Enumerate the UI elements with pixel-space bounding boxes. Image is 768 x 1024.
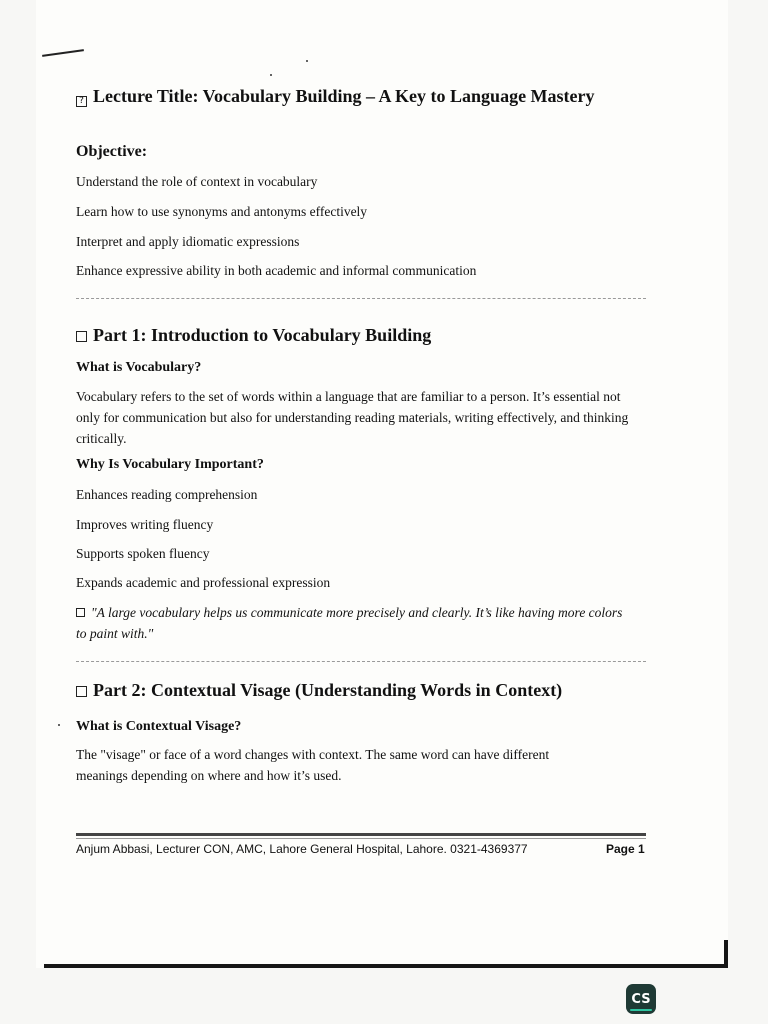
- section-divider: [76, 298, 646, 299]
- lecture-title: ? Lecture Title: Vocabulary Building – A Key to Language Mastery: [76, 86, 595, 107]
- part1-paragraph: Vocabulary refers to the set of words within a language that are familiar to a person. It’s essential not only for communication but also for understanding reading materials, writing effectively, and thinking critically.: [76, 389, 629, 446]
- objective-item: Learn how to use synonyms and antonyms effectively: [76, 204, 368, 219]
- checkbox-icon: [76, 686, 87, 697]
- footer-rule: [76, 833, 646, 836]
- part1-heading: Part 1: Introduction to Vocabulary Building: [76, 325, 431, 346]
- page-number: Page 1: [606, 842, 645, 856]
- camscanner-logo-icon: CS: [626, 984, 656, 1014]
- vocabulary-quote: "A large vocabulary helps us communicate more precisely and clearly. It’s like having more colors to paint with.": [76, 605, 623, 641]
- section-divider: [76, 661, 646, 662]
- importance-item: Expands academic and professional expression: [76, 575, 331, 590]
- importance-item: Improves writing fluency: [76, 517, 214, 532]
- checkbox-icon: [76, 331, 87, 342]
- part2-subheading: What is Contextual Visage?: [76, 719, 242, 734]
- footer-rule: [76, 838, 646, 839]
- objective-heading: Objective:: [76, 143, 148, 160]
- part2-heading: Part 2: Contextual Visage (Understanding Words in Context): [76, 680, 562, 701]
- scan-edge: [44, 964, 728, 968]
- checkbox-icon: [76, 608, 85, 617]
- part2-paragraph: The "visage" or face of a word changes with context. The same word can have different meanings depending on where and how it’s used.: [76, 747, 550, 783]
- objective-item: Interpret and apply idiomatic expressions: [76, 234, 300, 249]
- importance-item: Supports spoken fluency: [76, 546, 210, 561]
- importance-item: Enhances reading comprehension: [76, 487, 258, 502]
- part1-subheading: Why Is Vocabulary Important?: [76, 457, 264, 472]
- footer-author: Anjum Abbasi, Lecturer CON, AMC, Lahore General Hospital, Lahore. 0321-4369377: [76, 842, 528, 856]
- missing-glyph-icon: ?: [76, 96, 87, 107]
- objective-item: Understand the role of context in vocabulary: [76, 174, 318, 189]
- scan-speck: [58, 724, 60, 726]
- scan-edge: [724, 940, 728, 968]
- part1-subheading: What is Vocabulary?: [76, 360, 202, 375]
- objective-item: Enhance expressive ability in both academic and informal communication: [76, 263, 477, 278]
- scan-speck: [306, 60, 308, 62]
- scan-speck: [270, 74, 272, 76]
